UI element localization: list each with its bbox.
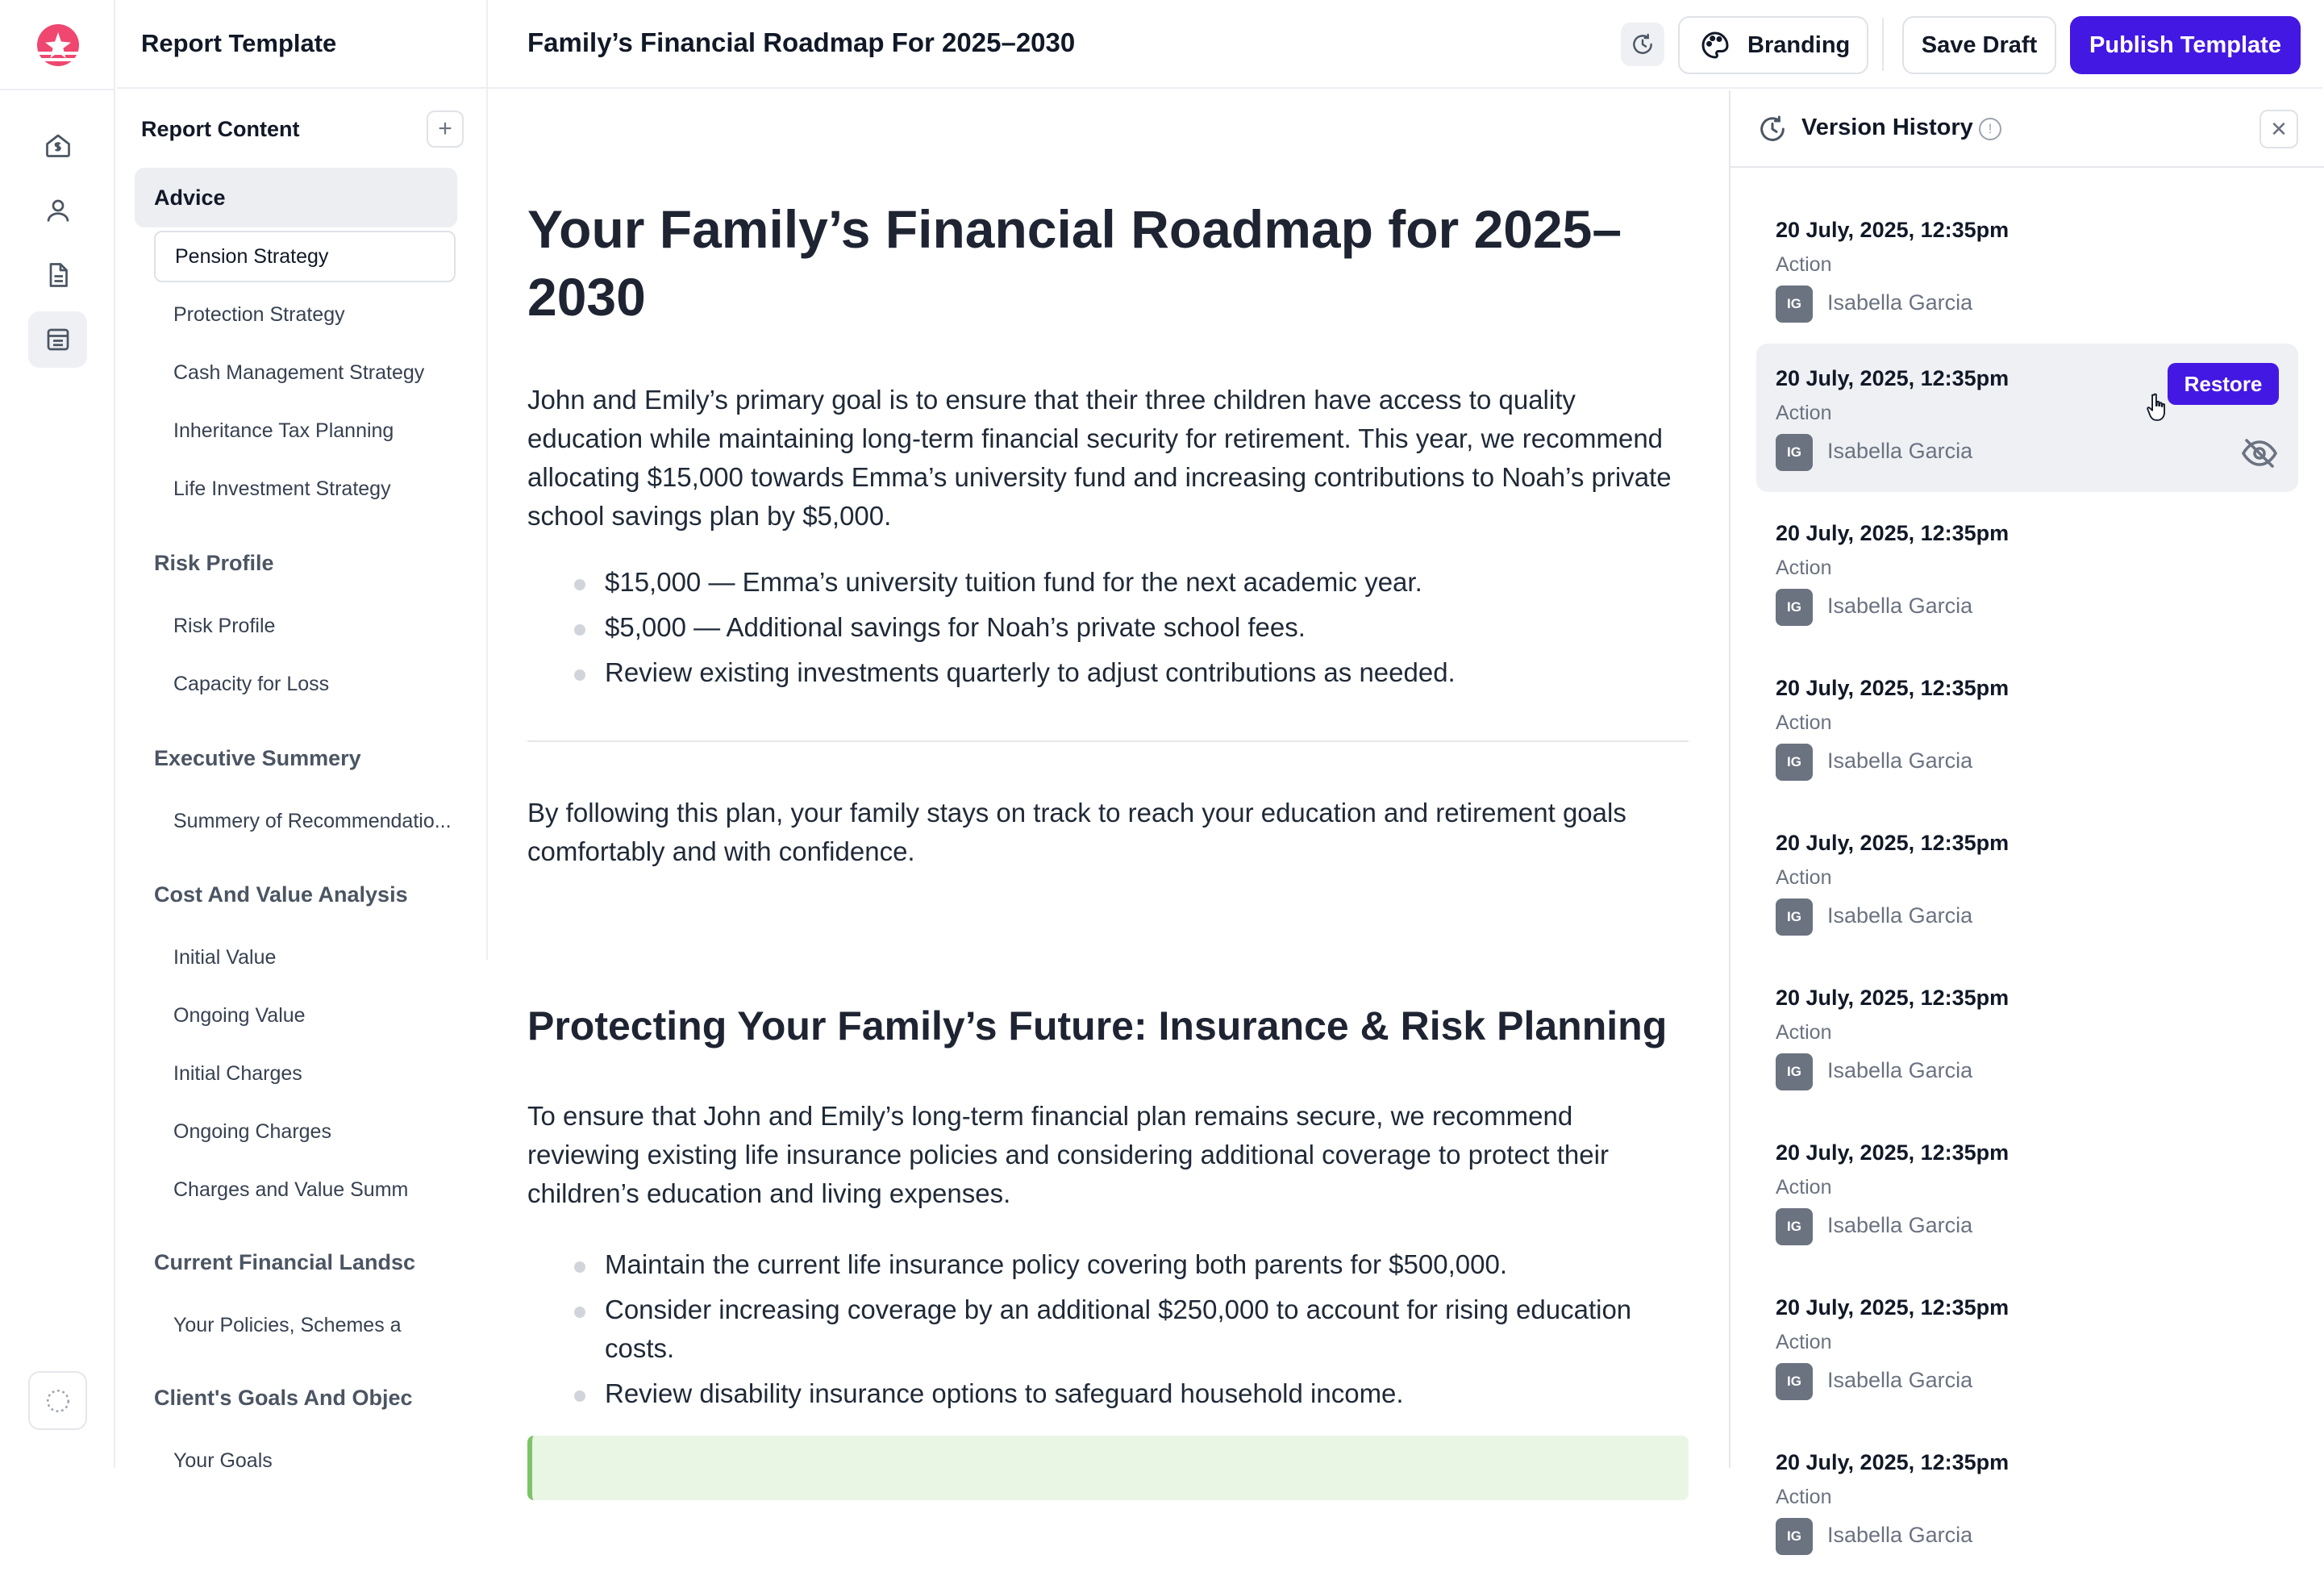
eye-off-icon[interactable] bbox=[2240, 434, 2279, 473]
list-item[interactable]: Maintain the current life insurance policy covering both parents for $500,000. bbox=[566, 1245, 1689, 1284]
insurance-list bbox=[566, 1245, 1689, 1420]
outline-item-policies-schemes[interactable]: Your Policies, Schemes a bbox=[173, 1313, 402, 1336]
summary-paragraph[interactable]: By following this plan, your family stays on track to reach your education and retirement goals comfortably and with confidence. bbox=[527, 798, 1626, 866]
rail-status-button[interactable] bbox=[28, 1371, 87, 1430]
rail-home-button[interactable] bbox=[28, 117, 87, 173]
version-entry[interactable]: 20 July, 2025, 12:35pm Action IG Isabella Garcia bbox=[1756, 1118, 2298, 1266]
version-entry[interactable]: 20 July, 2025, 12:35pm Action IG Isabella Garcia bbox=[1756, 1273, 2298, 1421]
outline-section-risk-profile[interactable]: Risk Profile bbox=[154, 550, 274, 575]
close-icon[interactable]: ✕ bbox=[2259, 110, 2298, 148]
app-logo[interactable] bbox=[37, 24, 79, 66]
list-item[interactable]: $5,000 — Additional savings for Noah’s private school fees. bbox=[566, 608, 1689, 647]
outline-section-client-goals[interactable]: Client's Goals And Objec bbox=[154, 1385, 413, 1410]
allocation-list bbox=[566, 563, 1689, 698]
branding-label: Branding bbox=[1747, 31, 1851, 58]
add-section-button[interactable]: + bbox=[427, 110, 464, 148]
editor-topbar bbox=[488, 0, 2322, 89]
rail-documents-button[interactable] bbox=[28, 247, 87, 303]
version-entry[interactable]: 20 July, 2025, 12:35pm Action IG Isabella Garcia bbox=[1756, 653, 2298, 802]
outline-section-cost-value[interactable]: Cost And Value Analysis bbox=[154, 882, 408, 907]
rail-clients-button[interactable] bbox=[28, 182, 87, 239]
outline-item-pension-strategy[interactable]: Pension Strategy bbox=[154, 231, 456, 282]
avatar: IG bbox=[1776, 1363, 1813, 1400]
outline-item-inheritance-tax[interactable]: Inheritance Tax Planning bbox=[173, 419, 394, 442]
outline-item-ongoing-charges[interactable]: Ongoing Charges bbox=[173, 1119, 331, 1143]
outline-item-summary-recommendations[interactable]: Summery of Recommendatio... bbox=[173, 809, 452, 832]
restore-button[interactable]: Restore bbox=[2168, 363, 2279, 405]
list-item[interactable]: Review existing investments quarterly to adjust contributions as needed. bbox=[566, 653, 1689, 692]
user-icon bbox=[44, 196, 73, 225]
version-history-button[interactable] bbox=[1621, 23, 1664, 66]
outline-item-life-investment[interactable]: Life Investment Strategy bbox=[173, 477, 391, 500]
list-item[interactable]: Consider increasing coverage by an additional $250,000 to account for rising education costs. bbox=[566, 1290, 1689, 1368]
hand-cursor-icon bbox=[2145, 392, 2172, 424]
outline-item-ongoing-value[interactable]: Ongoing Value bbox=[173, 1003, 306, 1027]
report-outline bbox=[117, 0, 488, 1472]
info-icon[interactable]: ! bbox=[1979, 118, 2001, 140]
palette-icon bbox=[1699, 29, 1731, 61]
list-item[interactable]: $15,000 — Emma’s university tuition fund for the next academic year. bbox=[566, 563, 1689, 602]
outline-item-your-goals[interactable]: Your Goals bbox=[173, 1449, 273, 1472]
list-item[interactable]: Review disability insurance options to safeguard household income. bbox=[566, 1374, 1689, 1413]
outline-section-current-financial[interactable]: Current Financial Landsc bbox=[154, 1249, 416, 1274]
home-dollar-icon bbox=[44, 131, 73, 160]
icon-rail bbox=[0, 0, 115, 1468]
outline-item-initial-value[interactable]: Initial Value bbox=[173, 945, 277, 969]
outline-item-initial-charges[interactable]: Initial Charges bbox=[173, 1061, 302, 1085]
list-document-icon bbox=[44, 325, 73, 354]
loader-icon bbox=[44, 1387, 72, 1415]
version-entry[interactable]: 20 July, 2025, 12:35pm Action IG Isabella Garcia Restore bbox=[1756, 344, 2298, 492]
publish-template-button[interactable]: Publish Template bbox=[2070, 16, 2301, 74]
avatar: IG bbox=[1776, 744, 1813, 781]
insurance-heading[interactable]: Protecting Your Family’s Future: Insurance & Risk Planning bbox=[527, 1003, 1668, 1049]
version-entry[interactable]: 20 July, 2025, 12:35pm Action IG Isabella Garcia bbox=[1756, 498, 2298, 647]
avatar: IG bbox=[1776, 1208, 1813, 1245]
avatar: IG bbox=[1776, 589, 1813, 626]
document-editor[interactable] bbox=[527, 90, 1689, 1468]
history-icon bbox=[1630, 31, 1656, 57]
outline-item-cash-management[interactable]: Cash Management Strategy bbox=[173, 361, 425, 384]
avatar: IG bbox=[1776, 1053, 1813, 1090]
outline-item-protection-strategy[interactable]: Protection Strategy bbox=[173, 302, 345, 326]
outline-item-risk-profile[interactable]: Risk Profile bbox=[173, 614, 276, 637]
version-entry[interactable]: 20 July, 2025, 12:35pm Action IG Isabella Garcia bbox=[1756, 195, 2298, 344]
save-draft-button[interactable]: Save Draft bbox=[1902, 16, 2056, 74]
outline-section-executive-summary[interactable]: Executive Summery bbox=[154, 745, 361, 770]
outline-item-capacity-for-loss[interactable]: Capacity for Loss bbox=[173, 672, 330, 695]
outline-section-advice[interactable]: Advice bbox=[135, 168, 457, 227]
callout-box[interactable] bbox=[527, 1436, 1689, 1500]
insurance-paragraph[interactable]: To ensure that John and Emily’s long-term financial plan remains secure, we recommend reviewing existing life insurance policies and considering additional coverage to protect their children’s education and living expenses. bbox=[527, 1101, 1609, 1208]
history-icon bbox=[1756, 113, 1789, 145]
outline-title: Report Template bbox=[141, 29, 337, 57]
rail-templates-button[interactable] bbox=[28, 311, 87, 368]
branding-button[interactable] bbox=[1678, 16, 1868, 74]
avatar: IG bbox=[1776, 434, 1813, 471]
document-title: Family’s Financial Roadmap For 2025–2030 bbox=[527, 27, 1076, 57]
version-entry[interactable]: 20 July, 2025, 12:35pm Action IG Isabella Garcia bbox=[1756, 1428, 2298, 1576]
document-heading[interactable]: Your Family’s Financial Roadmap for 2025–2030 bbox=[527, 199, 1622, 327]
intro-paragraph[interactable]: John and Emily’s primary goal is to ensure that their three children have access to quality education while maintaining long-term financial security for retirement. This year, we recommend allocating $15,000 towards Emma’s university fund and increasing contributions to Noah’s private school savings plan by $5,000. bbox=[527, 385, 1672, 531]
avatar: IG bbox=[1776, 1518, 1813, 1555]
outline-item-charges-value-summary[interactable]: Charges and Value Summ bbox=[173, 1178, 409, 1201]
document-icon bbox=[44, 261, 73, 290]
divider bbox=[527, 740, 1689, 742]
version-entry[interactable]: 20 July, 2025, 12:35pm Action IG Isabella Garcia bbox=[1756, 808, 2298, 957]
avatar: IG bbox=[1776, 286, 1813, 323]
version-history-panel bbox=[1729, 90, 2322, 1547]
avatar: IG bbox=[1776, 898, 1813, 936]
version-entry[interactable]: 20 July, 2025, 12:35pm Action IG Isabella Garcia bbox=[1756, 963, 2298, 1111]
report-content-label: Report Content bbox=[141, 116, 300, 141]
version-history-title: Version History bbox=[1801, 115, 1973, 140]
